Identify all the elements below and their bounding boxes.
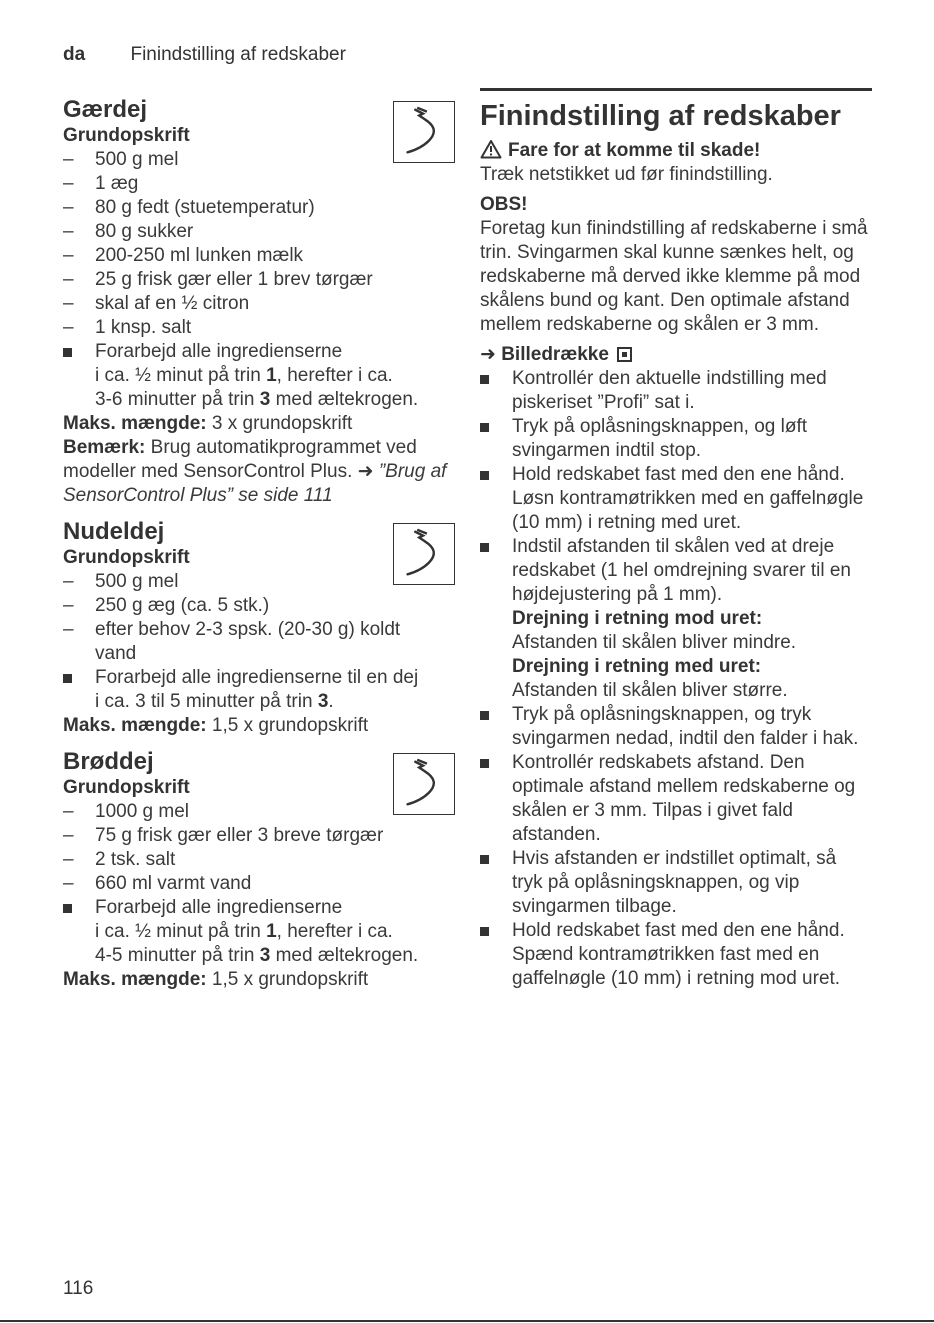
- step-item: Forarbejd alle ingredienserne i ca. ½ minut på trin 1, herefter i ca. 4-5 minutter på trin 3 med æltekrogen.: [63, 896, 455, 968]
- list-item: – 500 g mel: [63, 570, 455, 594]
- direction-text: Afstanden til skålen bliver større.: [512, 680, 788, 701]
- list-item: – 1 æg: [63, 172, 455, 196]
- section-title: Gærdej: [63, 96, 148, 123]
- list-item: – 80 g sukker: [63, 220, 455, 244]
- section-subtitle: Grundopskrift: [63, 547, 190, 568]
- obs-text: Foretag kun finindstilling af redskaberne i små trin. Svingarmen skal kunne sænkes helt, og redskaberne må derved ikke klemme på mod skålens bund og kant. Den optimale afstand mellem redskaberne og skålen er 3 mm.: [480, 218, 868, 335]
- list-item: – efter behov 2-3 spsk. (20-30 g) koldt vand: [63, 618, 425, 666]
- list-item: – 2 tsk. salt: [63, 848, 455, 872]
- step-item: Tryk på oplåsningsknappen, og løft svingarmen indtil stop.: [480, 415, 872, 463]
- max-amount: Maks. mængde: 3 x grundopskrift: [63, 413, 353, 434]
- steps-list: [480, 367, 872, 991]
- list-item: – 1 knsp. salt: [63, 316, 455, 340]
- list-item: – 75 g frisk gær eller 3 breve tørgær: [63, 824, 455, 848]
- warning-text: Træk netstikket ud før finindstilling.: [480, 164, 773, 185]
- ingredient-list: [63, 570, 455, 714]
- direction-label: Drejning i retning med uret:: [512, 656, 762, 677]
- list-item: – 250 g æg (ca. 5 stk.): [63, 594, 455, 618]
- figure-reference: ➜ Billedrække: [480, 343, 872, 367]
- section-title: Brøddej: [63, 748, 154, 775]
- list-item: – 1000 g mel: [63, 800, 455, 824]
- cross-reference[interactable]: ”Brug af SensorControl Plus” se side 111: [63, 461, 447, 506]
- page-header: [63, 44, 346, 66]
- list-item: – 80 g fedt (stuetemperatur): [63, 196, 455, 220]
- step-item: Indstil afstanden til skålen ved at dreje redskabet (1 hel omdrejning svarer til en højdejustering på 1 mm). Drejning i retning mod uret: Afstanden til skålen bliver mindre. Drejning i retning med uret: Afstanden til skålen bliver større.: [480, 535, 872, 703]
- language-code: da: [63, 44, 86, 65]
- section-subtitle: Grundopskrift: [63, 125, 190, 146]
- list-item: – 500 g mel: [63, 148, 455, 172]
- arrow-right-icon: ➜: [480, 344, 496, 365]
- step-item: Forarbejd alle ingredienserne til en dej i ca. 3 til 5 minutter på trin 3.: [63, 666, 455, 714]
- list-item: – 200-250 ml lunken mælk: [63, 244, 455, 268]
- bottom-divider: [0, 1320, 934, 1322]
- list-item: – 660 ml varmt vand: [63, 872, 455, 896]
- left-column: [63, 96, 455, 1002]
- note: Bemærk: Brug automatikprogrammet ved modeller med SensorControl Plus. ➜ ”Brug af SensorControl Plus” se side 111: [63, 437, 447, 506]
- arrow-right-icon: ➜: [357, 461, 374, 482]
- warning-triangle-icon: [480, 139, 502, 159]
- direction-label: Drejning i retning mod uret:: [512, 608, 763, 629]
- ingredient-list: [63, 148, 455, 412]
- step-item: Kontrollér redskabets afstand. Den optimale afstand mellem redskaberne og skålen er 3 mm. Tilpas i givet fald afstanden.: [480, 751, 872, 847]
- section-title: Nudeldej: [63, 518, 165, 545]
- right-column: [480, 88, 872, 991]
- page-title: Finindstilling af redskaber: [480, 100, 841, 132]
- warning-heading: Fare for at komme til skade!: [480, 139, 872, 163]
- list-item: – skal af en ½ citron: [63, 292, 455, 316]
- page-number: 116: [63, 1278, 94, 1299]
- max-amount: Maks. mængde: 1,5 x grundopskrift: [63, 715, 369, 736]
- direction-text: Afstanden til skålen bliver mindre.: [512, 632, 797, 653]
- step-item: Hold redskabet fast med den ene hånd. Løsn kontramøtrikken med en gaffelnøgle (10 mm) i retning med uret.: [480, 463, 872, 535]
- section-broeddej: [63, 748, 455, 992]
- list-item: – 25 g frisk gær eller 1 brev tørgær: [63, 268, 455, 292]
- section-gaerdej: [63, 96, 455, 508]
- section-nudeldej: [63, 518, 455, 738]
- obs-heading: OBS!: [480, 194, 528, 215]
- step-item: Tryk på oplåsningsknappen, og tryk svingarmen nedad, indtil den falder i hak.: [480, 703, 872, 751]
- max-amount: Maks. mængde: 1,5 x grundopskrift: [63, 969, 369, 990]
- step-item: Hold redskabet fast med den ene hånd. Spænd kontramøtrikken fast med en gaffelnøgle (10 mm) i retning mod uret.: [480, 919, 872, 991]
- step-item: Hvis afstanden er indstillet optimalt, så tryk på oplåsningsknappen, og vip svingarmen tilbage.: [480, 847, 872, 919]
- section-subtitle: Grundopskrift: [63, 777, 190, 798]
- step-item: Kontrollér den aktuelle indstilling med piskeriset ”Profi” sat i.: [480, 367, 872, 415]
- section-divider: [480, 88, 872, 91]
- ingredient-list: [63, 800, 455, 968]
- header-title: Finindstilling af redskaber: [130, 44, 346, 65]
- step-item: Forarbejd alle ingredienserne i ca. ½ minut på trin 1, herefter i ca. 3-6 minutter på trin 3 med æltekrogen.: [63, 340, 455, 412]
- figure-box-icon: [617, 347, 632, 362]
